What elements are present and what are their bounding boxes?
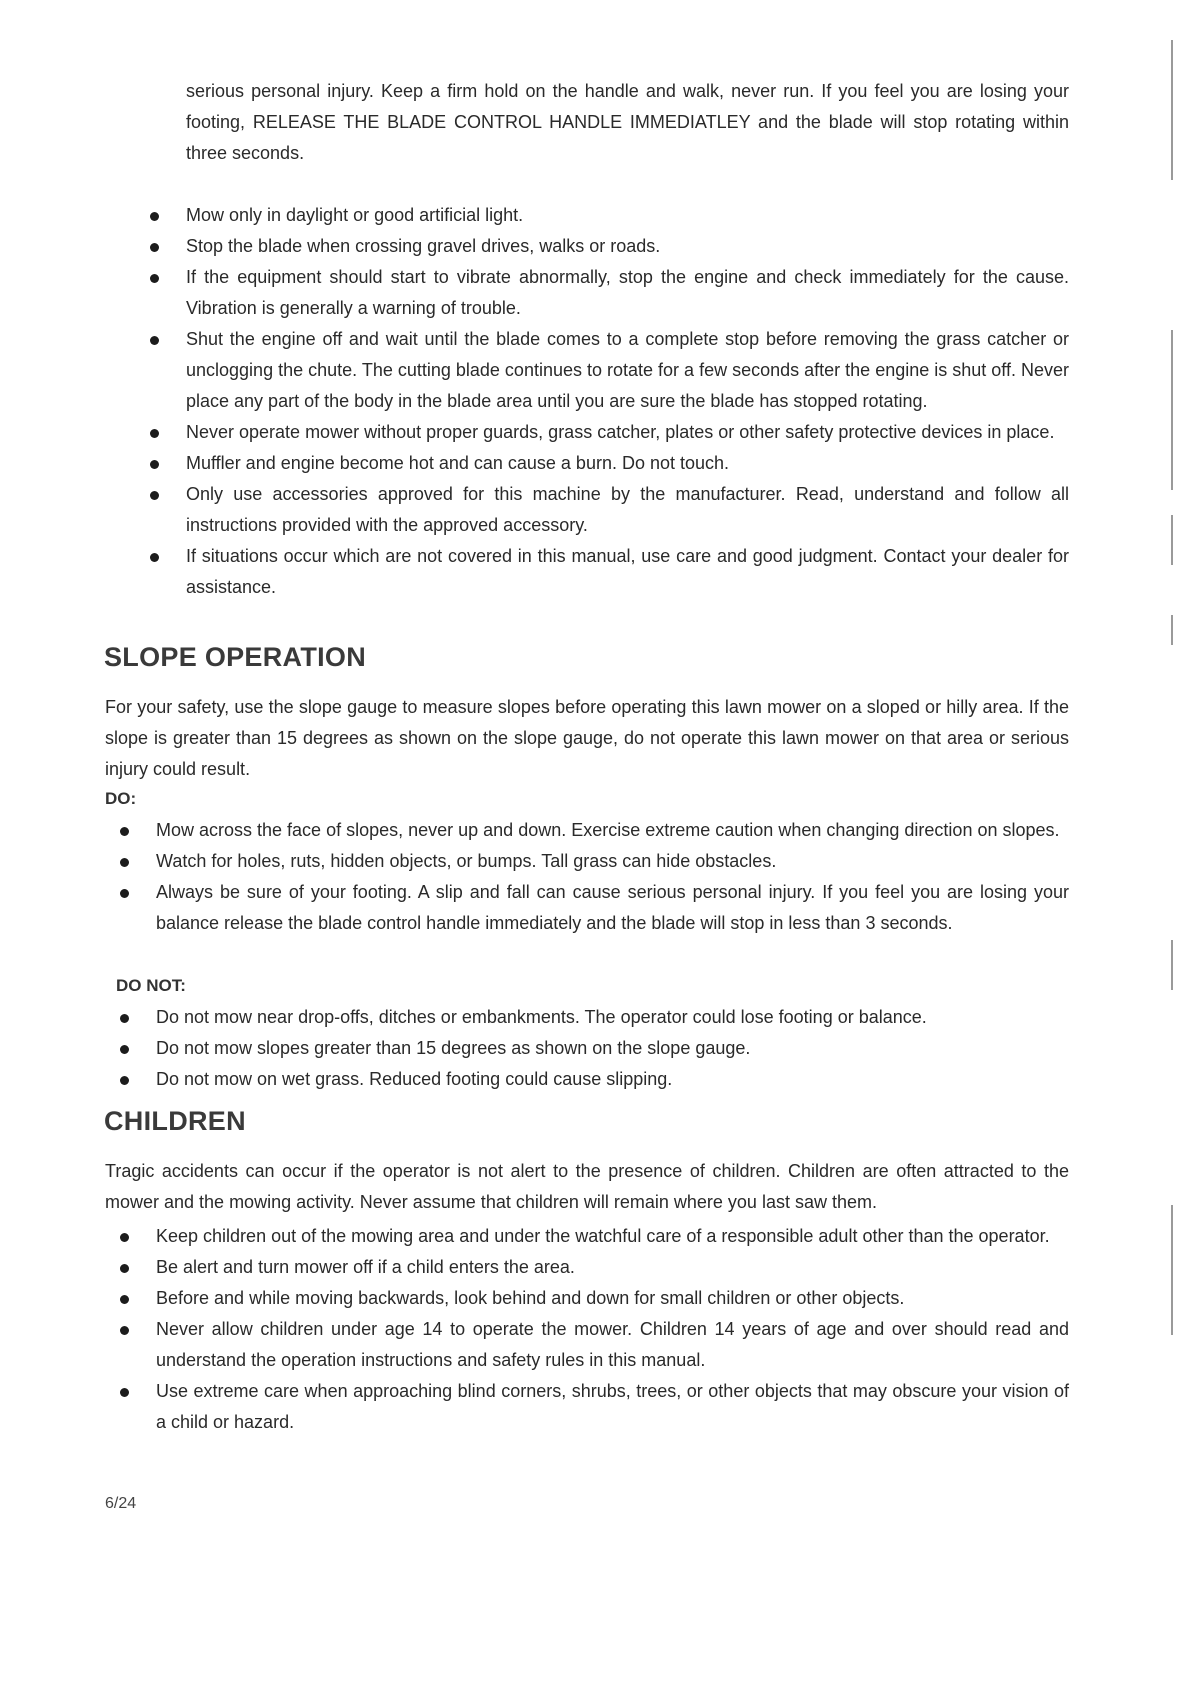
list-item: Do not mow near drop-offs, ditches or embankments. The operator could lose footing or balance. — [156, 1002, 1069, 1033]
bullet-icon — [120, 1233, 129, 1242]
list-item: Never allow children under age 14 to operate the mower. Children 14 years of age and over should read and understand the operation instructions and safety rules in this manual. — [156, 1314, 1069, 1376]
children-list — [156, 1221, 1069, 1438]
do-label: DO: — [105, 789, 137, 808]
safety-bullet-list — [186, 200, 1069, 603]
bullet-icon — [150, 274, 159, 283]
continued-paragraph: serious personal injury. Keep a firm hold on the handle and walk, never run. If you feel you are losing your footing, RELEASE THE BLADE CONTROL HANDLE IMMEDIATLEY and the blade will stop rotating within three seconds. — [186, 81, 1069, 163]
list-item: Always be sure of your footing. A slip and fall can cause serious personal injury. If you feel you are losing your balance release the blade control handle immediately and the blade will stop in less than 3 seconds. — [156, 877, 1069, 939]
list-item: Muffler and engine become hot and can cause a burn. Do not touch. — [186, 448, 1069, 479]
page-number: 6/24 — [105, 1495, 137, 1512]
bullet-icon — [150, 212, 159, 221]
list-item: Only use accessories approved for this machine by the manufacturer. Read, understand and follow all instructions provided with the approved accessory. — [186, 479, 1069, 541]
bullet-icon — [120, 1264, 129, 1273]
bullet-icon — [120, 1326, 129, 1335]
scan-margin-line — [1171, 515, 1173, 565]
list-item: If the equipment should start to vibrate abnormally, stop the engine and check immediately for the cause. Vibration is generally a warning of trouble. — [186, 262, 1069, 324]
list-item: Never operate mower without proper guards, grass catcher, plates or other safety protective devices in place. — [186, 417, 1069, 448]
bullet-icon — [150, 460, 159, 469]
scan-margin-line — [1171, 1205, 1173, 1335]
bullet-icon — [120, 1076, 129, 1085]
bullet-icon — [120, 1045, 129, 1054]
bullet-icon — [120, 889, 129, 898]
bullet-icon — [120, 1014, 129, 1023]
list-item: If situations occur which are not covered in this manual, use care and good judgment. Contact your dealer for assistance. — [186, 541, 1069, 603]
bullet-icon — [120, 1388, 129, 1397]
scan-margin-line — [1171, 940, 1173, 990]
bullet-icon — [120, 858, 129, 867]
scan-margin-line — [1171, 330, 1173, 490]
list-item: Mow across the face of slopes, never up and down. Exercise extreme caution when changing direction on slopes. — [156, 815, 1069, 846]
bullet-icon — [150, 243, 159, 252]
list-item: Stop the blade when crossing gravel drives, walks or roads. — [186, 231, 1069, 262]
do-list — [156, 815, 1069, 939]
list-item: Use extreme care when approaching blind corners, shrubs, trees, or other objects that may obscure your vision of a child or hazard. — [156, 1376, 1069, 1438]
scan-margin-line — [1171, 40, 1173, 180]
section-heading-children: CHILDREN — [104, 1106, 246, 1136]
list-item: Do not mow slopes greater than 15 degrees as shown on the slope gauge. — [156, 1033, 1069, 1064]
bullet-icon — [120, 827, 129, 836]
bullet-icon — [150, 491, 159, 500]
bullet-icon — [150, 553, 159, 562]
bullet-icon — [150, 429, 159, 438]
do-not-list — [156, 1002, 1069, 1095]
list-item: Keep children out of the mowing area and under the watchful care of a responsible adult other than the operator. — [156, 1221, 1069, 1252]
list-item: Shut the engine off and wait until the blade comes to a complete stop before removing the grass catcher or unclogging the chute. The cutting blade continues to rotate for a few seconds after the engine is shut off. Never place any part of the body in the blade area until you are sure the blade has stopped rotating. — [186, 324, 1069, 417]
slope-intro-paragraph: For your safety, use the slope gauge to measure slopes before operating this lawn mower on a sloped or hilly area. If the slope is greater than 15 degrees as shown on the slope gauge, do not operate this lawn mower on that area or serious injury could result. — [105, 697, 1069, 779]
list-item: Do not mow on wet grass. Reduced footing could cause slipping. — [156, 1064, 1069, 1095]
list-item: Be alert and turn mower off if a child enters the area. — [156, 1252, 1069, 1283]
scan-margin-line — [1171, 615, 1173, 645]
list-item: Before and while moving backwards, look behind and down for small children or other objects. — [156, 1283, 1069, 1314]
do-not-label: DO NOT: — [116, 976, 186, 995]
list-item: Mow only in daylight or good artificial light. — [186, 200, 1069, 231]
bullet-icon — [150, 336, 159, 345]
section-heading-slope-operation: SLOPE OPERATION — [104, 642, 367, 672]
bullet-icon — [120, 1295, 129, 1304]
children-intro-paragraph: Tragic accidents can occur if the operator is not alert to the presence of children. Children are often attracted to the mower and the mowing activity. Never assume that children will remain where you last saw them. — [105, 1161, 1069, 1212]
list-item: Watch for holes, ruts, hidden objects, or bumps. Tall grass can hide obstacles. — [156, 846, 1069, 877]
